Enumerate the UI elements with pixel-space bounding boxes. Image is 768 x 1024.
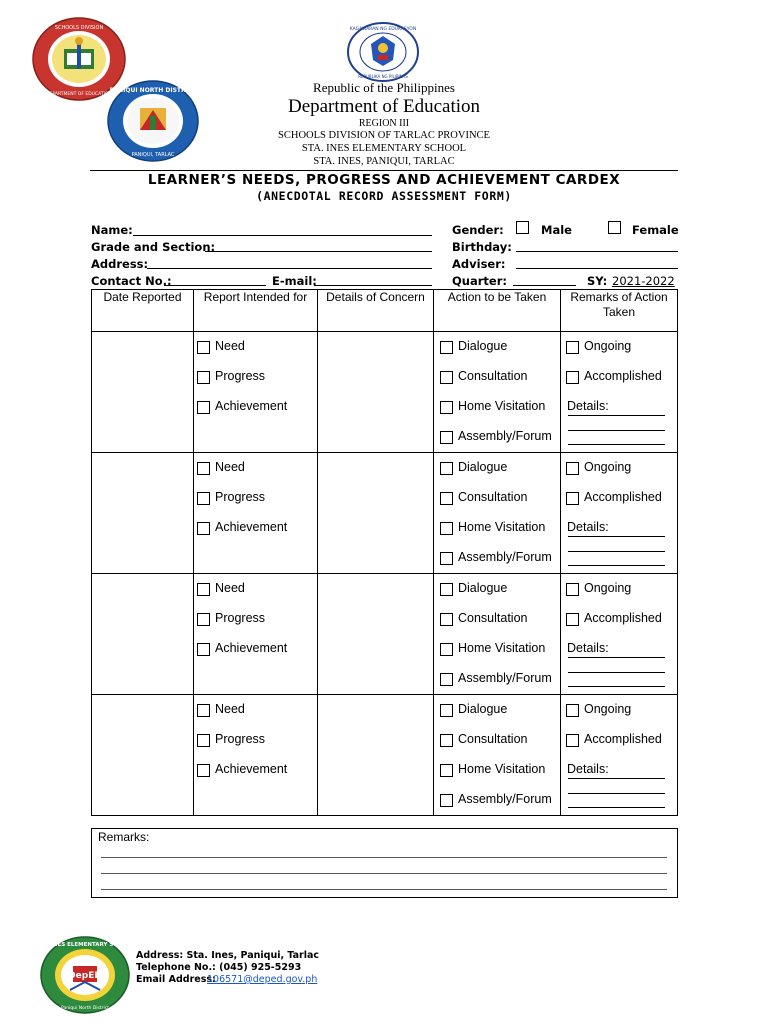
quarter-label: Quarter:	[452, 274, 507, 288]
column-header-report: Report Intended for	[203, 290, 308, 304]
progress-checkbox[interactable]	[197, 492, 210, 505]
details-line[interactable]	[568, 672, 665, 673]
remarks-line[interactable]	[101, 857, 667, 858]
ongoing-checkbox[interactable]	[566, 341, 579, 354]
ongoing-checkbox[interactable]	[566, 583, 579, 596]
cell-date-reported[interactable]	[91, 694, 194, 816]
anecdotal-record-table	[91, 289, 678, 816]
contact-field[interactable]	[164, 285, 266, 286]
gender-label: Gender:	[452, 223, 504, 237]
location-line: STA. INES, PANIQUI, TARLAC	[313, 156, 455, 167]
ongoing-option-label: Ongoing	[584, 460, 632, 474]
dialogue-option-label: Dialogue	[458, 702, 508, 716]
dialogue-checkbox[interactable]	[440, 704, 453, 717]
achievement-option-label: Achievement	[215, 641, 288, 655]
assembly-forum-checkbox[interactable]	[440, 552, 453, 565]
assembly-forum-checkbox[interactable]	[440, 431, 453, 444]
republic-line: Republic of the Philippines	[313, 80, 455, 95]
progress-checkbox[interactable]	[197, 734, 210, 747]
sta-ines-elementary-school-seal	[40, 936, 130, 1014]
details-line[interactable]	[568, 536, 665, 537]
accomplished-option-label: Accomplished	[584, 490, 662, 504]
header-divider	[90, 170, 678, 171]
home-visitation-checkbox[interactable]	[440, 764, 453, 777]
home-visitation-option-label: Home Visitation	[458, 641, 546, 655]
dialogue-checkbox[interactable]	[440, 462, 453, 475]
cell-details-of-concern[interactable]	[317, 694, 434, 816]
ongoing-option-label: Ongoing	[584, 702, 632, 716]
school-line: STA. INES ELEMENTARY SCHOOL	[301, 143, 467, 154]
assembly-forum-option-label: Assembly/Forum	[458, 671, 552, 685]
form-subtitle: (ANECDOTAL RECORD ASSESSMENT FORM)	[256, 189, 512, 203]
accomplished-option-label: Accomplished	[584, 369, 662, 383]
ongoing-checkbox[interactable]	[566, 704, 579, 717]
consultation-option-label: Consultation	[458, 732, 528, 746]
birthday-label: Birthday:	[452, 240, 512, 254]
need-checkbox[interactable]	[197, 704, 210, 717]
quarter-field[interactable]	[513, 285, 576, 286]
department-title: Department of Education	[287, 96, 481, 117]
deped-seal	[347, 22, 419, 82]
details-line[interactable]	[568, 778, 665, 779]
details-line[interactable]	[568, 415, 665, 416]
home-visitation-checkbox[interactable]	[440, 643, 453, 656]
footer-address: Address: Sta. Ines, Paniqui, Tarlac	[136, 950, 320, 961]
cell-date-reported[interactable]	[91, 331, 194, 453]
column-header-date: Date Reported	[103, 290, 182, 304]
consultation-checkbox[interactable]	[440, 371, 453, 384]
svg-text:DEPARTMENT OF EDUCATION: DEPARTMENT OF EDUCATION	[46, 92, 112, 97]
grade-section-label: Grade and Section:	[91, 240, 216, 254]
svg-text:DepED: DepED	[68, 971, 102, 981]
home-visitation-checkbox[interactable]	[440, 401, 453, 414]
need-option-label: Need	[215, 702, 245, 716]
contact-label: Contact No.:	[91, 274, 172, 288]
form-title: LEARNER’S NEEDS, PROGRESS AND ACHIEVEMENT CARDEX	[147, 172, 621, 188]
details-line[interactable]	[568, 686, 665, 687]
need-checkbox[interactable]	[197, 341, 210, 354]
female-checkbox[interactable]	[608, 221, 621, 234]
need-checkbox[interactable]	[197, 462, 210, 475]
svg-text:KAGAWARAN NG EDUKASYON: KAGAWARAN NG EDUKASYON	[349, 27, 417, 32]
cell-report-intended	[193, 573, 318, 695]
adviser-label: Adviser:	[452, 257, 506, 271]
email-field[interactable]	[314, 285, 432, 286]
ongoing-checkbox[interactable]	[566, 462, 579, 475]
column-header-action: Action to be Taken	[447, 290, 547, 304]
progress-option-label: Progress	[215, 732, 266, 746]
region-line: REGION III	[358, 118, 410, 129]
achievement-checkbox[interactable]	[197, 643, 210, 656]
remarks-box	[91, 828, 678, 898]
consultation-option-label: Consultation	[458, 490, 528, 504]
male-checkbox[interactable]	[516, 221, 529, 234]
cell-report-intended	[193, 331, 318, 453]
consultation-checkbox[interactable]	[440, 492, 453, 505]
assembly-forum-option-label: Assembly/Forum	[458, 429, 552, 443]
cell-details-of-concern[interactable]	[317, 452, 434, 574]
birthday-field[interactable]	[516, 251, 678, 252]
sy-label: SY:	[587, 274, 608, 288]
assembly-forum-checkbox[interactable]	[440, 673, 453, 686]
svg-text:REPUBLIKA NG PILIPINAS: REPUBLIKA NG PILIPINAS	[358, 74, 408, 79]
consultation-checkbox[interactable]	[440, 613, 453, 626]
address-label: Address:	[91, 257, 149, 271]
achievement-checkbox[interactable]	[197, 522, 210, 535]
achievement-checkbox[interactable]	[197, 764, 210, 777]
need-option-label: Need	[215, 460, 245, 474]
achievement-checkbox[interactable]	[197, 401, 210, 414]
home-visitation-option-label: Home Visitation	[458, 762, 546, 776]
name-label: Name:	[91, 223, 133, 237]
details-label: Details:	[567, 762, 609, 776]
dialogue-option-label: Dialogue	[458, 460, 508, 474]
need-option-label: Need	[215, 581, 245, 595]
details-line[interactable]	[568, 551, 665, 552]
consultation-option-label: Consultation	[458, 611, 528, 625]
details-line[interactable]	[568, 657, 665, 658]
remarks-line[interactable]	[101, 889, 667, 890]
cell-report-intended	[193, 452, 318, 574]
details-line[interactable]	[568, 565, 665, 566]
details-line[interactable]	[568, 793, 665, 794]
accomplished-checkbox[interactable]	[566, 492, 579, 505]
accomplished-option-label: Accomplished	[584, 732, 662, 746]
cell-report-intended	[193, 694, 318, 816]
assembly-forum-option-label: Assembly/Forum	[458, 550, 552, 564]
svg-text:Paniqui North District: Paniqui North District	[61, 1006, 109, 1011]
progress-option-label: Progress	[215, 490, 266, 504]
female-label: Female	[632, 223, 679, 237]
achievement-option-label: Achievement	[215, 762, 288, 776]
svg-text:SCHOOLS DIVISION: SCHOOLS DIVISION	[54, 25, 104, 31]
footer-telephone: Telephone No.: (045) 925-5293	[136, 962, 302, 973]
details-label: Details:	[567, 641, 609, 655]
dialogue-option-label: Dialogue	[458, 581, 508, 595]
need-option-label: Need	[215, 339, 245, 353]
remarks-line[interactable]	[101, 873, 667, 874]
column-header-remarks: Remarks of Action Taken	[570, 290, 668, 319]
division-line: SCHOOLS DIVISION OF TARLAC PROVINCE	[278, 130, 490, 141]
email-label: E-mail:	[272, 274, 317, 288]
details-line[interactable]	[568, 444, 665, 445]
home-visitation-option-label: Home Visitation	[458, 520, 546, 534]
ongoing-option-label: Ongoing	[584, 339, 632, 353]
assembly-forum-option-label: Assembly/Forum	[458, 792, 552, 806]
home-visitation-checkbox[interactable]	[440, 522, 453, 535]
achievement-option-label: Achievement	[215, 399, 288, 413]
details-label: Details:	[567, 399, 609, 413]
consultation-checkbox[interactable]	[440, 734, 453, 747]
remarks-label: Remarks:	[98, 830, 150, 844]
need-checkbox[interactable]	[197, 583, 210, 596]
achievement-option-label: Achievement	[215, 520, 288, 534]
dialogue-checkbox[interactable]	[440, 341, 453, 354]
sy-value: 2021-2022	[612, 274, 675, 288]
dialogue-checkbox[interactable]	[440, 583, 453, 596]
home-visitation-option-label: Home Visitation	[458, 399, 546, 413]
name-field[interactable]	[133, 235, 432, 236]
cell-date-reported[interactable]	[91, 573, 194, 695]
svg-text:PANIQUI, TARLAC: PANIQUI, TARLAC	[131, 152, 175, 158]
adviser-field[interactable]	[516, 268, 678, 269]
cell-date-reported[interactable]	[91, 452, 194, 574]
ongoing-option-label: Ongoing	[584, 581, 632, 595]
dialogue-option-label: Dialogue	[458, 339, 508, 353]
accomplished-option-label: Accomplished	[584, 611, 662, 625]
consultation-option-label: Consultation	[458, 369, 528, 383]
assembly-forum-checkbox[interactable]	[440, 794, 453, 807]
grade-section-field[interactable]	[205, 251, 432, 252]
cell-details-of-concern[interactable]	[317, 573, 434, 695]
accomplished-checkbox[interactable]	[566, 613, 579, 626]
address-field[interactable]	[147, 268, 432, 269]
footer-email-label: Email Address:	[136, 974, 216, 985]
cell-details-of-concern[interactable]	[317, 331, 434, 453]
details-line[interactable]	[568, 430, 665, 431]
details-line[interactable]	[568, 807, 665, 808]
accomplished-checkbox[interactable]	[566, 371, 579, 384]
svg-text:STA. INES ELEMENTARY SCHOOL: STA. INES ELEMENTARY SCHOOL	[40, 942, 130, 948]
accomplished-checkbox[interactable]	[566, 734, 579, 747]
svg-text:PANIQUI NORTH DISTRICT: PANIQUI NORTH DISTRICT	[109, 87, 197, 94]
progress-checkbox[interactable]	[197, 613, 210, 626]
column-header-details: Details of Concern	[326, 290, 425, 304]
progress-option-label: Progress	[215, 611, 266, 625]
progress-option-label: Progress	[215, 369, 266, 383]
footer-email-link[interactable]: 106571@deped.gov.ph	[207, 974, 318, 985]
progress-checkbox[interactable]	[197, 371, 210, 384]
male-label: Male	[541, 223, 572, 237]
details-label: Details:	[567, 520, 609, 534]
